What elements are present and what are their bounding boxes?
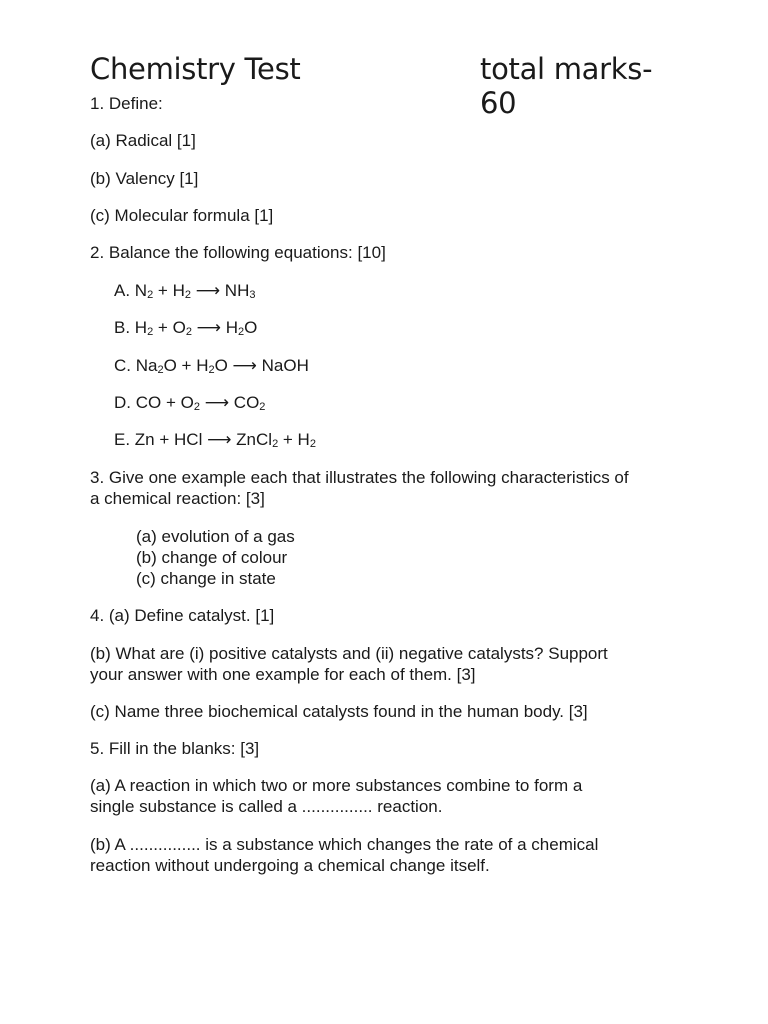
- q2-heading: 2. Balance the following equations: [10]: [90, 243, 386, 262]
- q5-heading: 5. Fill in the blanks: [3]: [90, 739, 260, 758]
- q2-equation-d: D. CO + $O_2$ ⟶ $CO_2$: [114, 393, 266, 413]
- q3-part-a: (a) evolution of a gas: [136, 527, 295, 546]
- q1-part-c: (c) Molecular formula [1]: [90, 206, 274, 225]
- q3-heading-line1: 3. Give one example each that illustrates the following characteristics of: [90, 468, 629, 487]
- q5-part-b-line2: reaction without undergoing a chemical change itself.: [90, 856, 490, 875]
- q2-equation-c: C. $Na_2O + H_2O$ ⟶ NaOH: [114, 356, 309, 376]
- q3-heading-line2: a chemical reaction: [3]: [90, 489, 265, 508]
- q4-part-b-line2: your answer with one example for each of them. [3]: [90, 665, 476, 684]
- q5-part-b-line1: (b) A ............... is a substance which changes the rate of a chemical: [90, 835, 599, 854]
- q2-equation-b: B. $H_2 + O_2$ ⟶ $H_2O$: [114, 318, 258, 338]
- q5-part-a-line2: single substance is called a ............... reaction.: [90, 797, 443, 816]
- q2-equation-e: E. Zn + HCl ⟶ ZnCl$_2$ + $H_2$: [114, 430, 316, 450]
- q1-part-a: (a) Radical [1]: [90, 131, 196, 150]
- q4-part-a: 4. (a) Define catalyst. [1]: [90, 606, 275, 625]
- q3-part-c: (c) change in state: [136, 569, 276, 588]
- q5-part-a-line1: (a) A reaction in which two or more substances combine to form a: [90, 776, 583, 795]
- q2-equation-a: A. $N_2 + H_2$ ⟶ $NH_3$: [114, 281, 256, 301]
- total-marks: total marks-60: [480, 52, 653, 120]
- page-title: Chemistry Test: [90, 52, 301, 86]
- q4-part-c: (c) Name three biochemical catalysts found in the human body. [3]: [90, 702, 588, 721]
- q1-heading: 1. Define:: [90, 94, 163, 113]
- q3-part-b: (b) change of colour: [136, 548, 288, 567]
- q1-part-b: (b) Valency [1]: [90, 169, 199, 188]
- q4-part-b-line1: (b) What are (i) positive catalysts and (ii) negative catalysts? Support: [90, 644, 608, 663]
